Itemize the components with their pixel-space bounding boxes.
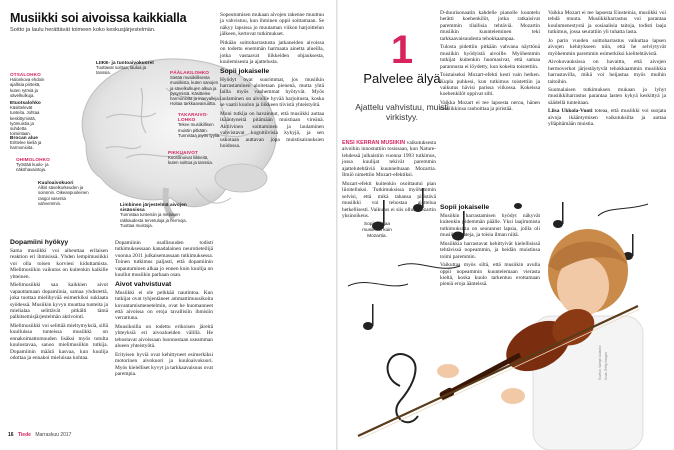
issue-date: Marraskuu 2017 — [35, 432, 72, 438]
region-takaraivolohko: TAKARAIVO-LOHKO Tekee musiikillisen muistin pitkään. Tunnistaa myös tyyliä. — [178, 112, 221, 138]
author-name: Liisa Ukkola-Vuoti — [548, 108, 593, 115]
page-subtitle: Soitto ja laulu herättävät toimeen koko keskusjärjestelmän. — [10, 27, 156, 33]
page-number: 16 — [8, 432, 14, 438]
heading-dopamiini: Dopamiini hyökyy — [10, 239, 69, 246]
page-title: Musiikki soi aivoissa kaikkialla — [10, 11, 187, 25]
article-subhead: Ajattelu vahvistuu, muisti virkistyy. — [355, 102, 449, 122]
region-kuuloaivokuori: Kuuloaivokuori Alkiö sävelkorkeuden ja soinnnin. Oikeanpuoleinen rasgoi vasenta vahvemmin. — [38, 180, 89, 206]
right-column-3: Vaikka Mozart ei tee lapsesta Einsteinia, musiikki voi tehdä muuta. Musiikkiharrastus voi parantaa koulumenestystä ja sosiaalisia taitoja, todisti laaja tutkimus, jossa seurattiin yli tuhatta lasta. Jo parin vuoden soittoharrastus vaikuttaa lapsen aivojen kehitykseen niin, että he selviytyvät myöhemmin paremmin esimerkiksi kielitehtävistä. Aivokuvauksissa on havaittu, että aivojen hermoverkot järjestäytyvät tehokkaammin musiikkia harrastavilla, mikä voi heijastua myös muihin taitoihin. Suomalaisen tutkimuksen mukaan jo lyhyt musiikkiharrastus parantaa lasten kykyä keskittyä ja säädellä tunteitaan. Liisa Ukkola-Vuoti toteaa, että musiikki voi suojata aivoja ikääntymisen vaikutuksilta ja auttaa ylläpitämään muistia. — [548, 10, 666, 128]
photo-credit-2: Kuva: Getty Images — [604, 352, 608, 380]
region-otsalohko: OTSALOHKO Halonkova ehdoin ajallisia piirteitä, kuten rytmiä ja sävelkulkuja. — [10, 72, 45, 98]
region-ohimolohko: OHIMOLOHKO Työstää kuulo- ja näköhavaintoja. — [16, 157, 50, 173]
heading-aivot-vahvistuvat: Aivot vahvistuvat — [115, 280, 172, 288]
photo-credit-1: Kuvitus: Sampo Aulanko — [598, 345, 602, 380]
left-column-1: Dopamiini hyökyy Sama musiikki voi aiheuttaa erilaisen reaktion eri ihmisissä. Yhden lempimusiikki voi olla toisen korviesi kiduttamista. Mielimusiikin vaikutus on kuitenkin kaikille yhteinen. Mielimusiikki saa kaikkien aivot vapauttamaan dopamiinia, samaa yhdistettä, joka tuottaa mielihyvää esimerkiksi suklaata syödessä. Musiikin kyvyn muuttaa tunteita ja mielialaa selittävät pitkälti tämä palkitsemisjärjestelmän aktivointi. Mielimusiikki voi selittää mieltymyksiä, sillä kuulluissa tunteissa musiikki on ennakoimattomuuden lisäksi myös tutulta kuulostavaa, sanoo mielimusiikin tutkija. Dopamiinin määrä kasvaa, kun kuulija odottaa ja ennakoi mieluisaa kohtaa. — [10, 239, 108, 362]
photo-caption: Sopii soittaa musiikkia kuin Mozartia. — [362, 222, 392, 239]
right-column-2: D-duurisonaatin kahdelle pianolle kuuntelu herätti koehenkilöt, jotka ratkaisivat paremmin tilallisia tehtäviä. Mozartin musiikin kuunteleminen teki tarkkaavaisuudesta tehokkaampaa. Tulosta pidettiin pitkään vahvana näyttönä musiikin hyödyistä aivoille. Myöhemmin tutkijat kuitenkin huomasivat, että samaa parannusta ei löydetty, kun kokeita toistettiin. Toistaiseksi Mozart-efekti kesti vain hetken. Kupla puhkesi, kun tutkimus toistettiin ja vaikutus hävisi parissa viikossa. Kokeissa koehenkilöt oppivat silti. Vaikka Mozart ei tee lapsesta neroa, hänen musiikkinsa rauhoittaa ja piristää. — [440, 10, 540, 113]
region-brocan-alue: Brocan alue Erittelee kieliä ja harmonioita. — [10, 135, 42, 151]
heading-sopii-jokaiselle: Sopii jokaiselle — [220, 67, 270, 75]
region-etuotsalohko: Etuotsalohko Käsittelevät tunteita. Johtaa keskittymistä, työmuistia ja suhdetta toimintaan. — [10, 100, 41, 137]
region-pikkuaivot: PIKKUAIVOT Koordinoivat liikkeitä, kuten soittoa ja tanssia. — [168, 150, 213, 166]
region-limbinen-jarjestelma: Limbinen järjestelmä aivojen sisäosissa Tunnistaa tunteisiin ja melaisen rakkaudesta tervetuloja ja hermoja. Tuottaa muistoja. — [120, 202, 187, 228]
region-liike-tuntoaivokuoret: LIIKE- ja tuntoaivokuoret Tuottavat soittoa, laulua ja tanssia. — [96, 60, 154, 76]
left-column-2: Dopamiinin osallisuuden todisti tutkimuksessaan kanadalainen neurotieteilijä vuonna 2011 julkaisemassaan tutkimuksessa. Toinen tutkimus paljasti, että dopamiinin vapautuminen alkaa jo ennen kuin kuulija on kuullut musiikin parhaan osan. Aivot vahvistuvat Musiikki ei ole pelkkää nautintoa. Kun tutkijat ovat tyhjentäneet ammattimuusikoita kuvantamismenetelmin, ovat he huomanneet että aivoissa on eroja tavallisiin ihmisiin verrattuna. Muusikoilla on todettu erikoisen järeitä yhteyksiä eri aivoalueiden välillä. He tehostavat aivoissaan luonnostaan useamman alueen yhteistyötä. Erityisen hyviä ovat kehittyneet esimerkiksi motorinen aivokuori ja kuuloaivokuori. Myös kielelliset kyvyt ja tarkkaavaisuus ovat parempia. — [115, 240, 213, 378]
lead-in: ENSI KERRAN MUSIIKIN — [342, 140, 406, 146]
right-column-2-lower: Sopii jokaiselle Musiikin harrastamisen hyödyt näkyvät kuitenkin pidemmän päälle. Yksi laajimmista tutkimuksista on seurannut lapsia, joilla oli musiikkitunteja, ja toisia ilman niitä. Musiikkia harrastavat kehittyivät kielellisissä tehtävissä nopeammin, ja heidän muistinsa toimi paremmin. Vaikuttaa myös siltä, että musiikin avulla oppii nopeammin kuuntelemaan vierasta kieltä, koska kuulo tarkentuu erottamaan pieniä eroja äänteissä. — [440, 204, 540, 288]
region-paalakilohko: PÄÄLAKILOHKO Sietää musiikillisesta musiikista, kuten sanojen ja sävelkulkujen alkua ja pysymistä. Käsittelee harmonioita ja intervalleja. Hoitaa tarkkaavaisuutta. — [170, 70, 220, 107]
big-number: 1 — [390, 28, 414, 72]
right-column-1: ENSI KERRAN MUSIIKIN vaikutuksesta aivoihin innostuttiin tosissaan, kun Nature-lehdessä julkaistiin vuonna 1993 tutkimus, jossa kuulijat tekivät paremmin ajattelutehtäviä kuunneltuaan Mozartia. Ilmiö nimettiin Mozart-efektiksi. Mozart-efekti kuitenkin osoittautui pian liioitelluksi. Tutkimuksissa myöhemmin selvisi, että mikä tahansa piristävä musiikki voi tehostaa ajattelua hetkellisesti. Vaikutus ei siis ollut Mozartin yksinoikeus. — [342, 140, 436, 219]
heading-right-sopii: Sopii jokaiselle — [440, 204, 490, 211]
left-column-3: Sopeutumisen mukaan aivojen rakenne muuttuu ja vahvistuu, kun ihminen oppii soittamaan. Se näkyy lapsissa jo muutaman viikon harjoittelun jälkeen, kertovat tutkimukset. Pitkään soittoharrastusta jatkaneiden aivoissa on todettu enemmän harmaata ainetta alueilla, jotka vastaavat liikkeiden ohjauksesta, kuulemisesta ja ajattelusta. Sopii jokaiselle Hyödyt ovat suurimmat, jos musiikin harrastaminen aloitetaan pienenä, mutta yhtä lailla myös vanhemmat hyötyvät. Myös laulaminen on aivoille hyvää harjoitusta, koska se vaatii kuulon ja liikkeen tiivistä yhteistyötä. Moni tutkija on havainnut, että musiikki auttaa ikääntyneitä pitämään muistiaan vireänä. Aktiivinen soittaminen ja laulaminen vahvistavat kognitiivisia kykyjä, ja sen uskotaan auttavan jopa muistisairauksien hoidossa. — [220, 12, 324, 150]
page-footer — [8, 432, 71, 438]
article-headline: Palvelee älyä — [363, 71, 441, 86]
brand-name: Tiede — [17, 432, 31, 438]
